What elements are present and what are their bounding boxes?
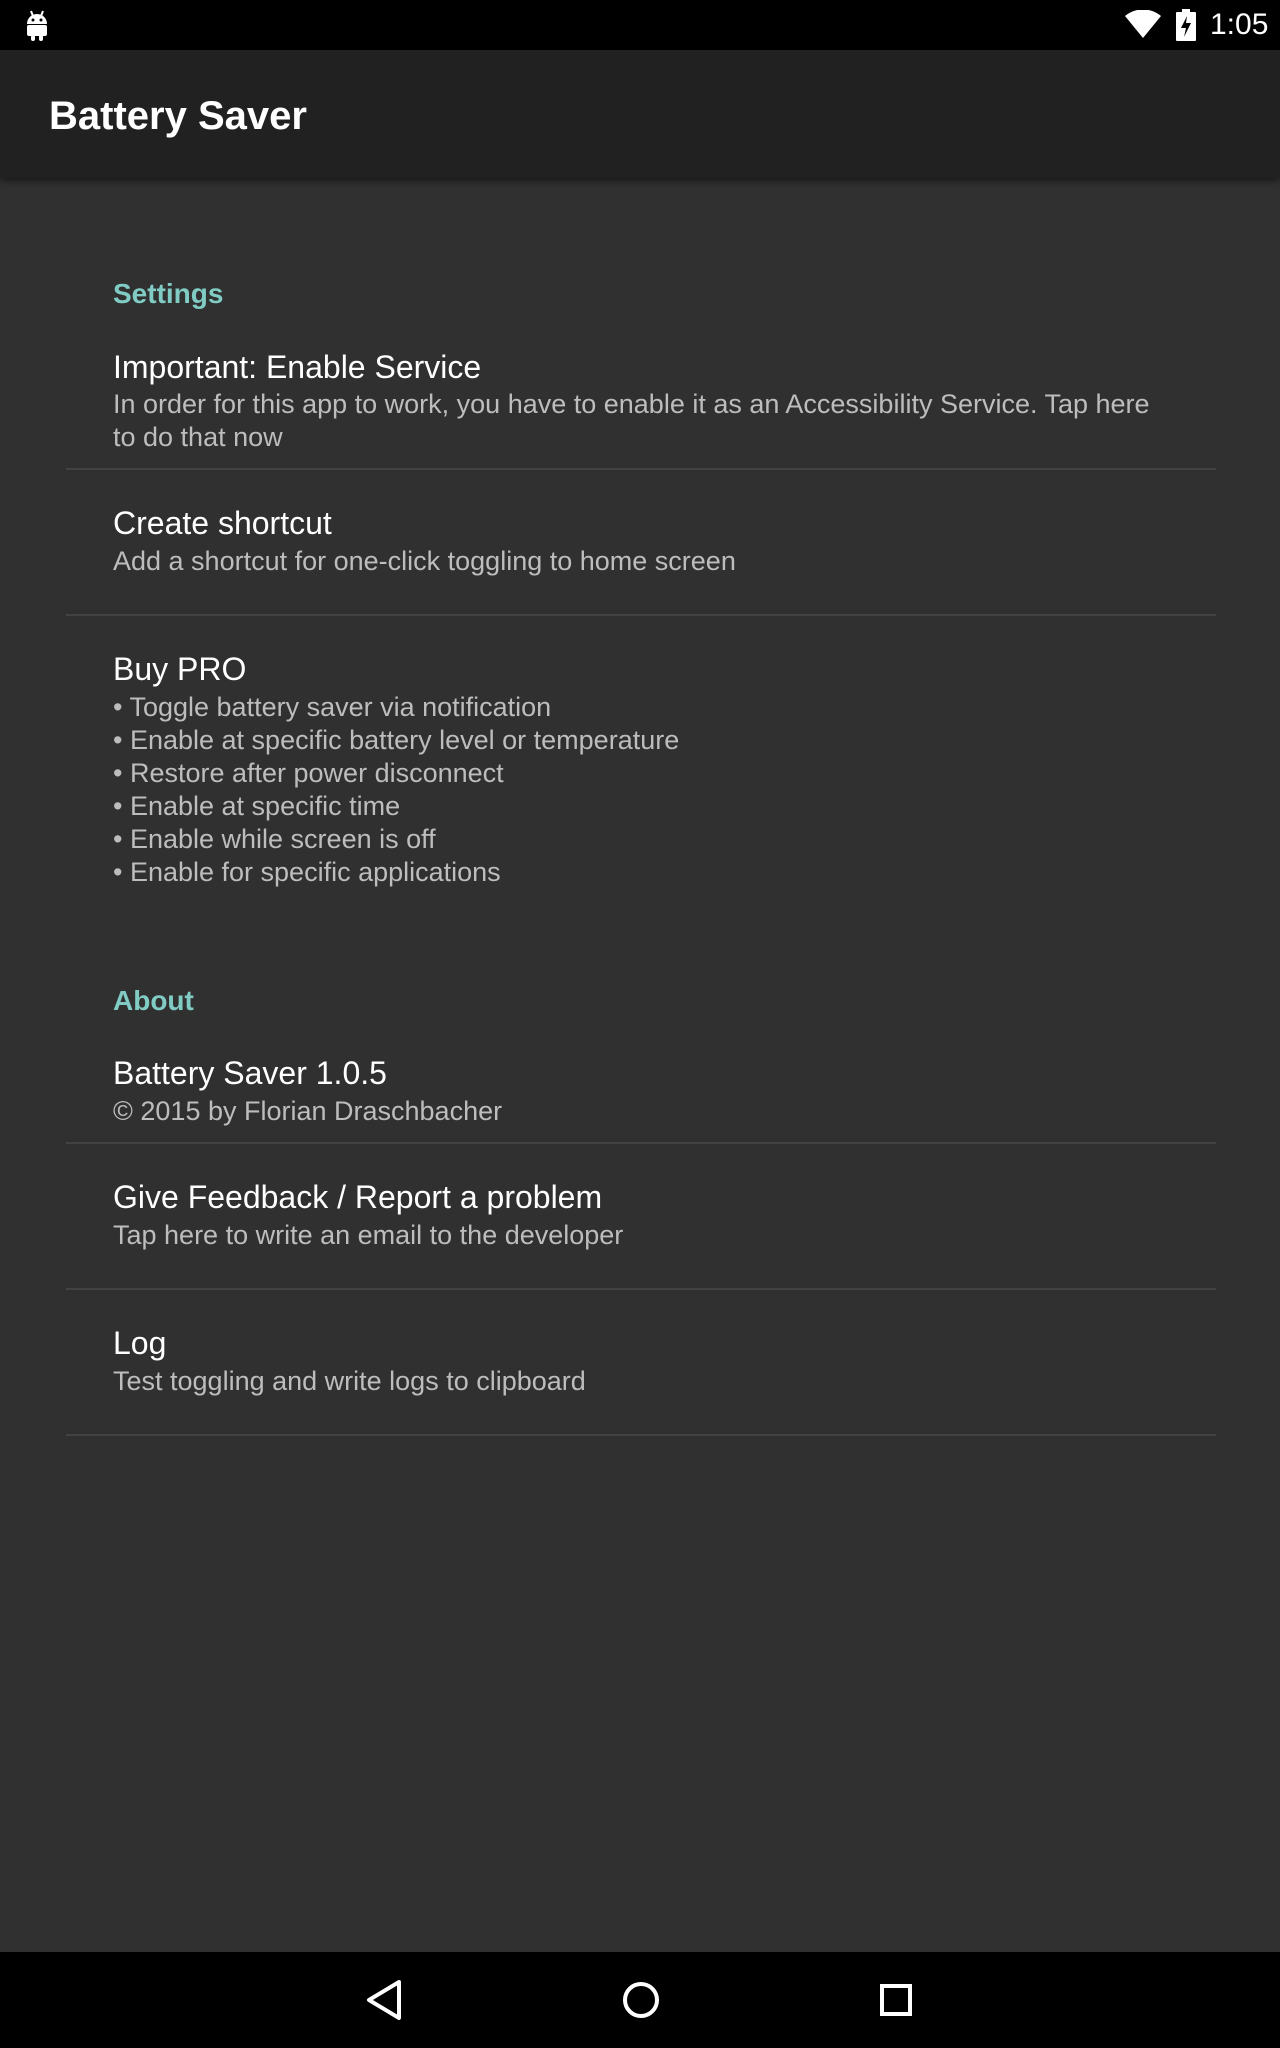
- pref-summary: © 2015 by Florian Draschbacher: [113, 1096, 503, 1126]
- pref-log[interactable]: [66, 1290, 1216, 1436]
- wifi-icon: [1124, 10, 1162, 40]
- app-bar: [0, 50, 1280, 178]
- status-bar: [0, 0, 1280, 50]
- pref-title: Important: Enable Service: [113, 349, 482, 385]
- pro-feature-line: • Enable for specific applications: [113, 857, 501, 887]
- divider: [66, 1434, 1216, 1436]
- category-header-settings: Settings: [113, 278, 224, 309]
- pref-summary: Add a shortcut for one-click toggling to home screen: [113, 546, 736, 576]
- app-title: Battery Saver: [49, 94, 307, 138]
- preferences-list[interactable]: [0, 178, 1280, 1952]
- pref-feedback[interactable]: [66, 1144, 1216, 1290]
- pref-title: Buy PRO: [113, 651, 247, 687]
- pro-feature-line: • Enable while screen is off: [113, 824, 436, 854]
- pref-title: Log: [113, 1325, 167, 1361]
- pref-buy-pro[interactable]: [66, 616, 1216, 906]
- pref-title: Give Feedback / Report a problem: [113, 1179, 603, 1215]
- recents-icon[interactable]: [866, 1970, 926, 2030]
- pref-version[interactable]: [66, 1032, 1216, 1144]
- pro-feature-line: • Enable at specific time: [113, 791, 401, 821]
- pro-feature-line: • Toggle battery saver via notification: [113, 692, 552, 722]
- status-clock: 1:05: [1210, 8, 1269, 41]
- android-icon: [24, 8, 50, 42]
- category-header-about: About: [113, 985, 194, 1016]
- pref-title: Battery Saver 1.0.5: [113, 1055, 387, 1091]
- pro-feature-line: • Enable at specific battery level or temperature: [113, 725, 680, 755]
- pref-summary: Tap here to write an email to the developer: [113, 1220, 624, 1250]
- home-icon[interactable]: [611, 1970, 671, 2030]
- battery-charging-icon: [1176, 9, 1196, 41]
- pref-summary: Test toggling and write logs to clipboard: [113, 1366, 586, 1396]
- pref-title: Create shortcut: [113, 505, 332, 541]
- pro-feature-line: • Restore after power disconnect: [113, 758, 504, 788]
- pref-enable-service[interactable]: [66, 326, 1216, 470]
- pref-summary: In order for this app to work, you have to enable it as an Accessibility Service. Tap here to do that now: [113, 389, 1150, 452]
- pref-summary: [113, 691, 1163, 889]
- pref-create-shortcut[interactable]: [66, 470, 1216, 616]
- back-icon[interactable]: [355, 1970, 415, 2030]
- navigation-bar: [0, 1952, 1280, 2048]
